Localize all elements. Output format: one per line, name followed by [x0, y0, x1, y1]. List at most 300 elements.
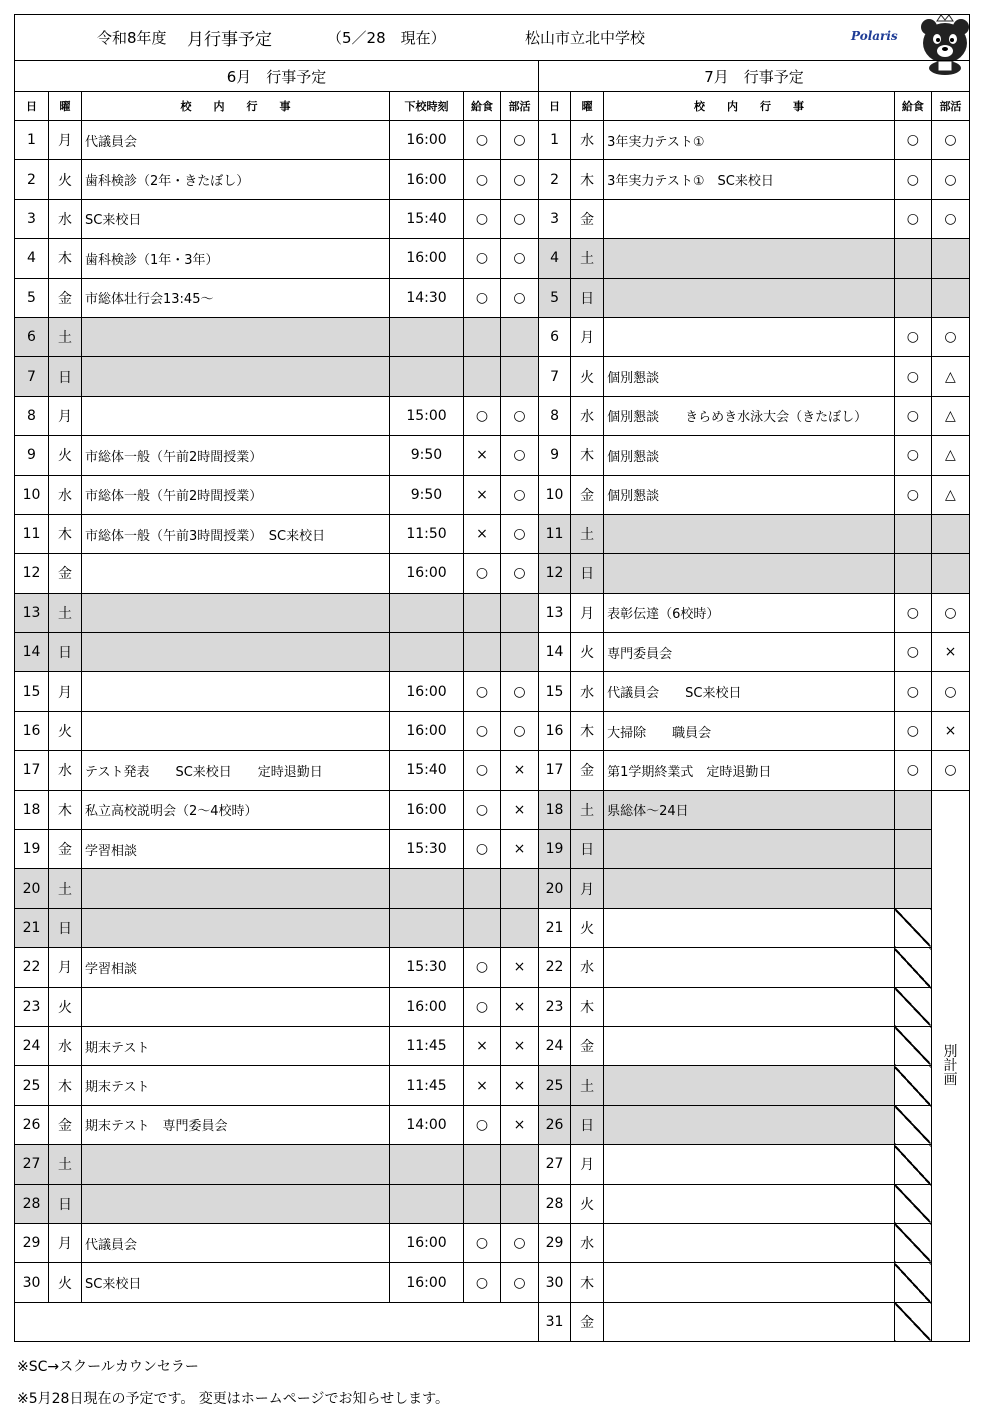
club-mark: ○	[931, 672, 969, 711]
table-row	[539, 751, 970, 790]
table-row	[15, 1145, 539, 1184]
lunch-mark: ×	[464, 1066, 501, 1105]
weekday: 月	[49, 948, 82, 987]
dismissal-time: 16:00	[390, 239, 464, 278]
dismissal-time: 15:40	[390, 199, 464, 238]
note-update: ※5月28日現在の予定です。 変更はホームページでお知らせします。	[17, 1391, 449, 1407]
empty-cell	[15, 1302, 539, 1341]
day-number: 14	[15, 633, 49, 672]
event-text: 期末テスト	[82, 1026, 390, 1065]
weekday: 月	[49, 396, 82, 435]
table-row	[15, 830, 539, 869]
lunch-mark	[894, 514, 931, 553]
table-row	[539, 593, 970, 632]
club-mark: ×	[501, 790, 539, 829]
dismissal-time: 16:00	[390, 121, 464, 160]
lunch-mark	[464, 633, 501, 672]
weekday: 木	[49, 1066, 82, 1105]
weekday: 水	[571, 121, 604, 160]
event-text	[82, 357, 390, 396]
event-text: 表彰伝達（6校時）	[604, 593, 895, 632]
event-text	[604, 1026, 895, 1065]
club-mark	[501, 633, 539, 672]
day-number: 29	[539, 1223, 571, 1262]
event-text	[604, 1223, 895, 1262]
event-text	[82, 593, 390, 632]
no-lunch-slash	[894, 987, 931, 1026]
lunch-mark: ○	[464, 554, 501, 593]
table-row	[15, 711, 539, 750]
club-mark: ×	[501, 751, 539, 790]
day-number: 9	[539, 436, 571, 475]
lunch-mark: ○	[894, 121, 931, 160]
table-row	[539, 948, 970, 987]
club-mark: ○	[931, 121, 969, 160]
day-number: 19	[539, 830, 571, 869]
club-mark	[501, 1145, 539, 1184]
club-mark: ○	[501, 1223, 539, 1262]
lunch-mark	[894, 239, 931, 278]
event-text: テスト発表 SC来校日 定時退勤日	[82, 751, 390, 790]
day-number: 1	[539, 121, 571, 160]
lunch-mark: ×	[464, 1026, 501, 1065]
table-row	[539, 633, 970, 672]
dismissal-time: 14:30	[390, 278, 464, 317]
lunch-mark: ○	[464, 751, 501, 790]
table-row	[539, 1302, 970, 1341]
event-text	[82, 869, 390, 908]
event-text	[82, 1184, 390, 1223]
club-mark: △	[931, 475, 969, 514]
dismissal-time: 15:30	[390, 948, 464, 987]
event-text: 市総体一般（午前2時間授業）	[82, 475, 390, 514]
fiscal-year: 令和8年度	[97, 29, 167, 47]
day-number: 18	[539, 790, 571, 829]
dismissal-time: 16:00	[390, 711, 464, 750]
event-text: SC来校日	[82, 199, 390, 238]
club-mark: ○	[501, 121, 539, 160]
weekday: 水	[571, 1223, 604, 1262]
as-of-date: （5／28 現在）	[327, 29, 446, 47]
event-text	[604, 1145, 895, 1184]
event-text: 大掃除 職員会	[604, 711, 895, 750]
no-lunch-slash	[894, 1223, 931, 1262]
table-row	[15, 1223, 539, 1262]
weekday: 水	[49, 751, 82, 790]
day-number: 29	[15, 1223, 49, 1262]
table-row	[539, 672, 970, 711]
col-day: 日	[15, 92, 49, 121]
day-number: 22	[539, 948, 571, 987]
no-lunch-slash	[894, 1105, 931, 1144]
table-row	[15, 1026, 539, 1065]
club-mark: ○	[501, 514, 539, 553]
weekday: 金	[49, 554, 82, 593]
lunch-mark: ○	[894, 672, 931, 711]
dismissal-time: 9:50	[390, 436, 464, 475]
july-heading: 7月 行事予定	[539, 61, 970, 92]
day-number: 8	[15, 396, 49, 435]
club-mark: ○	[501, 160, 539, 199]
event-text: 期末テスト	[82, 1066, 390, 1105]
day-number: 16	[539, 711, 571, 750]
lunch-mark: ○	[894, 357, 931, 396]
table-row	[15, 633, 539, 672]
lunch-mark: ○	[894, 751, 931, 790]
event-text	[604, 199, 895, 238]
table-row	[15, 1263, 539, 1302]
table-row	[15, 396, 539, 435]
club-mark	[931, 239, 969, 278]
club-mark: ×	[501, 830, 539, 869]
table-row	[539, 199, 970, 238]
day-number: 24	[15, 1026, 49, 1065]
weekday: 木	[49, 239, 82, 278]
dismissal-time: 15:30	[390, 830, 464, 869]
event-text	[82, 908, 390, 947]
day-number: 7	[15, 357, 49, 396]
col-events: 校 内 行 事	[604, 92, 895, 121]
table-row	[15, 160, 539, 199]
weekday: 水	[571, 396, 604, 435]
weekday: 月	[49, 1223, 82, 1262]
day-number: 20	[539, 869, 571, 908]
table-row	[539, 278, 970, 317]
day-number: 10	[539, 475, 571, 514]
table-row	[539, 1184, 970, 1223]
lunch-mark: ○	[464, 1105, 501, 1144]
event-text: 3年実力テスト① SC来校日	[604, 160, 895, 199]
day-number: 11	[539, 514, 571, 553]
club-mark: ○	[501, 672, 539, 711]
table-row	[15, 199, 539, 238]
weekday: 金	[571, 475, 604, 514]
event-text	[604, 869, 895, 908]
event-text: 市総体一般（午前3時間授業） SC来校日	[82, 514, 390, 553]
weekday: 木	[571, 436, 604, 475]
weekday: 火	[571, 1184, 604, 1223]
table-row	[15, 475, 539, 514]
table-row	[15, 514, 539, 553]
weekday: 月	[49, 672, 82, 711]
separate-plan-note	[931, 790, 969, 1341]
lunch-mark: ○	[894, 317, 931, 356]
separate-plan-text: 別計画	[943, 1043, 958, 1088]
day-number: 21	[15, 908, 49, 947]
day-number: 25	[539, 1066, 571, 1105]
day-number: 12	[539, 554, 571, 593]
weekday: 土	[571, 514, 604, 553]
table-row	[15, 790, 539, 829]
table-row	[539, 1066, 970, 1105]
club-mark: ○	[501, 239, 539, 278]
day-number: 10	[15, 475, 49, 514]
event-text: 期末テスト 専門委員会	[82, 1105, 390, 1144]
weekday: 火	[49, 1263, 82, 1302]
col-dismissal: 下校時刻	[390, 92, 464, 121]
no-lunch-slash	[894, 1066, 931, 1105]
club-mark: ×	[501, 1066, 539, 1105]
weekday: 月	[571, 593, 604, 632]
day-number: 24	[539, 1026, 571, 1065]
table-row	[539, 908, 970, 947]
no-lunch-slash	[894, 1302, 931, 1341]
table-row	[539, 436, 970, 475]
weekday: 水	[49, 199, 82, 238]
club-mark: ○	[931, 199, 969, 238]
weekday: 月	[571, 317, 604, 356]
weekday: 日	[49, 908, 82, 947]
club-mark: ×	[931, 633, 969, 672]
club-mark: ○	[931, 317, 969, 356]
club-mark: ○	[931, 593, 969, 632]
table-row	[15, 948, 539, 987]
weekday: 火	[49, 711, 82, 750]
day-number: 27	[539, 1145, 571, 1184]
weekday: 木	[571, 711, 604, 750]
weekday: 日	[49, 1184, 82, 1223]
table-row	[539, 160, 970, 199]
weekday: 金	[571, 199, 604, 238]
lunch-mark: ○	[894, 396, 931, 435]
lunch-mark: ○	[464, 711, 501, 750]
col-club: 部活	[501, 92, 539, 121]
event-text: 歯科検診（2年・きたぼし）	[82, 160, 390, 199]
day-number: 5	[539, 278, 571, 317]
day-number: 27	[15, 1145, 49, 1184]
club-mark	[501, 908, 539, 947]
no-lunch-slash	[894, 908, 931, 947]
weekday: 木	[49, 790, 82, 829]
table-row-empty	[15, 1302, 539, 1341]
day-number: 4	[15, 239, 49, 278]
header	[14, 14, 970, 60]
event-text	[604, 1184, 895, 1223]
lunch-mark: ×	[464, 514, 501, 553]
day-number: 15	[15, 672, 49, 711]
event-text: SC来校日	[82, 1263, 390, 1302]
club-mark	[501, 1184, 539, 1223]
day-number: 1	[15, 121, 49, 160]
event-text	[604, 908, 895, 947]
club-mark: ×	[501, 987, 539, 1026]
lunch-mark: ○	[894, 436, 931, 475]
lunch-mark	[464, 869, 501, 908]
lunch-mark	[894, 869, 931, 908]
table-row	[539, 475, 970, 514]
weekday: 土	[49, 1145, 82, 1184]
weekday: 木	[49, 514, 82, 553]
weekday: 日	[571, 1105, 604, 1144]
day-number: 2	[15, 160, 49, 199]
table-row	[539, 869, 970, 908]
club-mark: ○	[501, 396, 539, 435]
day-number: 7	[539, 357, 571, 396]
june-heading: 6月 行事予定	[15, 61, 539, 92]
event-text	[82, 1145, 390, 1184]
day-number: 26	[15, 1105, 49, 1144]
dismissal-time: 16:00	[390, 987, 464, 1026]
weekday: 月	[571, 1145, 604, 1184]
event-text	[82, 633, 390, 672]
dismissal-time	[390, 1145, 464, 1184]
weekday: 月	[571, 869, 604, 908]
logo-text: Polaris	[851, 29, 898, 43]
club-mark: ○	[501, 475, 539, 514]
weekday: 金	[571, 1302, 604, 1341]
day-number: 28	[539, 1184, 571, 1223]
event-text	[604, 239, 895, 278]
page-title: 月行事予定	[187, 30, 272, 50]
club-mark: ×	[931, 711, 969, 750]
lunch-mark	[464, 1145, 501, 1184]
weekday: 水	[571, 672, 604, 711]
lunch-mark	[894, 790, 931, 829]
weekday: 金	[49, 830, 82, 869]
club-mark	[931, 514, 969, 553]
lunch-mark: ○	[464, 830, 501, 869]
table-row	[15, 357, 539, 396]
weekday: 木	[571, 987, 604, 1026]
event-text	[82, 711, 390, 750]
event-text	[604, 1105, 895, 1144]
dismissal-time: 14:00	[390, 1105, 464, 1144]
club-mark: ×	[501, 1105, 539, 1144]
table-row	[539, 1263, 970, 1302]
lunch-mark: ○	[464, 948, 501, 987]
dismissal-time	[390, 869, 464, 908]
weekday: 火	[571, 908, 604, 947]
lunch-mark: ○	[464, 1263, 501, 1302]
event-text: 代議員会 SC来校日	[604, 672, 895, 711]
weekday: 日	[571, 554, 604, 593]
event-text: 歯科検診（1年・3年）	[82, 239, 390, 278]
table-row	[539, 790, 970, 829]
event-text: 学習相談	[82, 948, 390, 987]
dismissal-time: 16:00	[390, 790, 464, 829]
dismissal-time: 16:00	[390, 1263, 464, 1302]
col-weekday: 曜	[49, 92, 82, 121]
weekday: 日	[49, 633, 82, 672]
club-mark: ○	[501, 1263, 539, 1302]
dismissal-time	[390, 357, 464, 396]
day-number: 11	[15, 514, 49, 553]
weekday: 土	[571, 1066, 604, 1105]
lunch-mark: ○	[894, 593, 931, 632]
table-row	[15, 672, 539, 711]
lunch-mark: ○	[464, 987, 501, 1026]
day-number: 15	[539, 672, 571, 711]
dismissal-time: 16:00	[390, 1223, 464, 1262]
lunch-mark: ○	[464, 396, 501, 435]
day-number: 3	[539, 199, 571, 238]
lunch-mark	[894, 830, 931, 869]
col-lunch: 給食	[464, 92, 501, 121]
day-number: 6	[539, 317, 571, 356]
weekday: 金	[49, 1105, 82, 1144]
lunch-mark: ○	[464, 278, 501, 317]
school-name: 松山市立北中学校	[525, 29, 646, 47]
table-row	[15, 987, 539, 1026]
lunch-mark: ×	[464, 475, 501, 514]
event-text	[604, 554, 895, 593]
june-table	[14, 60, 539, 1342]
weekday: 水	[571, 948, 604, 987]
day-number: 30	[539, 1263, 571, 1302]
table-row	[539, 1145, 970, 1184]
weekday: 火	[571, 357, 604, 396]
event-text: 個別懇談	[604, 436, 895, 475]
event-text	[604, 1263, 895, 1302]
weekday: 金	[571, 1026, 604, 1065]
lunch-mark: ○	[464, 160, 501, 199]
day-number: 30	[15, 1263, 49, 1302]
event-text	[604, 514, 895, 553]
weekday: 日	[49, 357, 82, 396]
lunch-mark	[464, 908, 501, 947]
club-mark	[501, 593, 539, 632]
dismissal-time: 16:00	[390, 554, 464, 593]
weekday: 水	[49, 1026, 82, 1065]
day-number: 16	[15, 711, 49, 750]
table-row	[15, 593, 539, 632]
table-row	[15, 1105, 539, 1144]
event-text	[82, 396, 390, 435]
club-mark: △	[931, 396, 969, 435]
dismissal-time: 11:45	[390, 1026, 464, 1065]
table-row	[15, 317, 539, 356]
table-row	[15, 121, 539, 160]
table-row	[539, 830, 970, 869]
event-text	[604, 987, 895, 1026]
weekday: 水	[49, 475, 82, 514]
dismissal-time: 9:50	[390, 475, 464, 514]
club-mark: ○	[501, 711, 539, 750]
weekday: 土	[571, 790, 604, 829]
day-number: 18	[15, 790, 49, 829]
day-number: 25	[15, 1066, 49, 1105]
day-number: 4	[539, 239, 571, 278]
table-row	[539, 121, 970, 160]
weekday: 土	[49, 869, 82, 908]
no-lunch-slash	[894, 1026, 931, 1065]
day-number: 23	[539, 987, 571, 1026]
lunch-mark	[894, 554, 931, 593]
col-events: 校 内 行 事	[82, 92, 390, 121]
table-row	[539, 711, 970, 750]
lunch-mark	[464, 317, 501, 356]
lunch-mark	[894, 278, 931, 317]
club-mark: ○	[931, 160, 969, 199]
weekday: 月	[49, 121, 82, 160]
weekday: 日	[571, 278, 604, 317]
dismissal-time	[390, 317, 464, 356]
weekday: 木	[571, 1263, 604, 1302]
event-text: 学習相談	[82, 830, 390, 869]
table-row	[15, 1184, 539, 1223]
club-mark	[931, 554, 969, 593]
note-sc: ※SC→スクールカウンセラー	[17, 1359, 199, 1375]
weekday: 火	[49, 160, 82, 199]
day-number: 5	[15, 278, 49, 317]
event-text: 第1学期終業式 定時退勤日	[604, 751, 895, 790]
col-club: 部活	[931, 92, 969, 121]
table-row	[15, 436, 539, 475]
weekday: 金	[49, 278, 82, 317]
schedule-sheet	[14, 14, 970, 1354]
weekday: 火	[49, 436, 82, 475]
lunch-mark: ○	[894, 199, 931, 238]
